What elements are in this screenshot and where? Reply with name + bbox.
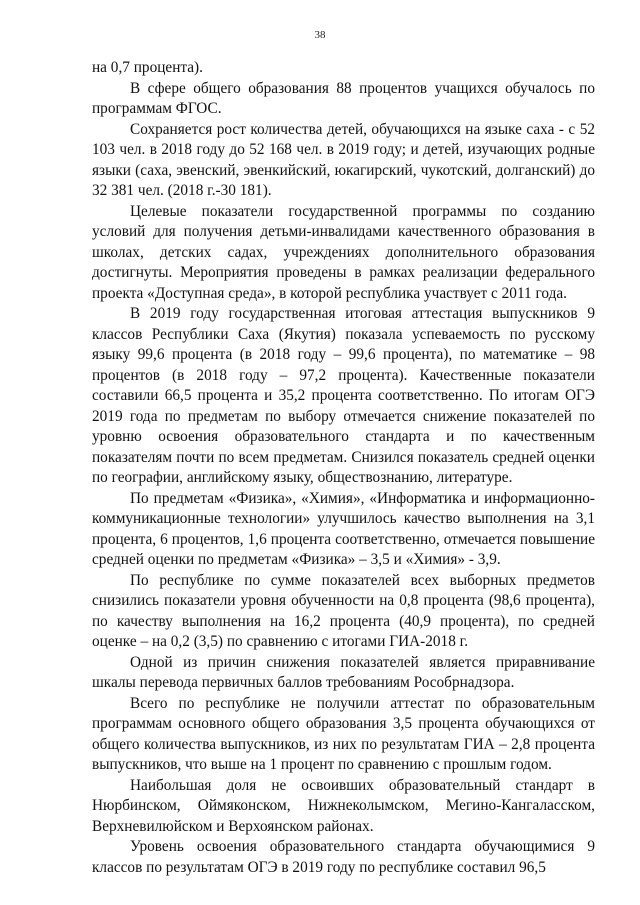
page-number: 38 [314,29,326,41]
paragraph-continuation: на 0,7 процента). [92,59,203,76]
paragraph-sakha-language: Сохраняется рост количества детей, обучающихся на языке саха - с 52 103 чел. в 2018 году до 52 168 чел. в 2019 году; и детей, изучающих родные языки (саха, эвенский, эвенкийский, юкагирский, чукотский, долганский) до 32 381 чел. (2018 г.-30 181). [92,120,595,199]
paragraph-standard-level: Уровень освоения образовательного стандарта обучающимися 9 классов по результатам ОГЭ в 2019 году по республике составил 96,5 [92,838,595,876]
paragraph-subjects: По предметам «Физика», «Химия», «Информатика и информационно-коммуникационные технологии» улучшилось качество выполнения на 3,1 процента, 6 процентов, 1,6 процента соответственно, отмечается повышение средней оценки по предметам «Физика» – 3,5 и «Химия» - 3,9. [92,489,595,568]
paragraph-fgos: В сфере общего образования 88 процентов учащихся обучалось по программам ФГОС. [92,79,595,117]
paragraph-reasons: Одной из причин снижения показателей является приравнивание шкалы перевода первичных баллов требованиям Рособрнадзора. [92,653,595,691]
paragraph-gia-2019: В 2019 году государственная итоговая аттестация выпускников 9 классов Республики Саха (Якутия) показала успеваемость по русскому языку 99,6 процента (в 2018 году – 99,6 процента), по математике – 98 процентов (в 2018 году – 97,2 процента). Качественные показатели составили 66,5 процента и 35,2 процента соответственно. По итогам ОГЭ 2019 года по предметам по выбору отмечается снижение показателей по уровню освоения образовательного стандарта и по качественным показателям почти по всем предметам. Снизился показатель средней оценки по географии, английскому языку, обществознанию, литературе. [92,305,595,486]
paragraph-no-certificate: Всего по республике не получили аттестат по образовательным программам основного общего образования 3,5 процента обучающихся от общего количества выпускников, из них по результатам ГИА – 2,8 процента выпускников, что выше на 1 процент по сравнению с прошлым годом. [92,694,595,773]
document-body [92,58,595,878]
paragraph-districts: Наибольшая доля не освоивших образовательный стандарт в Нюрбинском, Оймяконском, Нижнеколымском, Мегино-Кангаласском, Верхневилюйском и Верхоянском районах. [92,776,595,835]
paragraph-republic-totals: По республике по сумме показателей всех выборных предметов снизились показатели уровня обученности на 0,8 процента (98,6 процента), по качеству выполнения на 16,2 процента (40,9 процента), по средней оценке – на 0,2 (3,5) по сравнению с итогами ГИА-2018 г. [92,571,595,650]
paragraph-accessible-environment: Целевые показатели государственной программы по созданию условий для получения детьми-инвалидами качественного образования в школах, детских садах, учреждениях дополнительного образования достигнуты. Мероприятия проведены в рамках реализации федерального проекта «Доступная среда», в которой республика участвует с 2011 года. [92,202,595,302]
